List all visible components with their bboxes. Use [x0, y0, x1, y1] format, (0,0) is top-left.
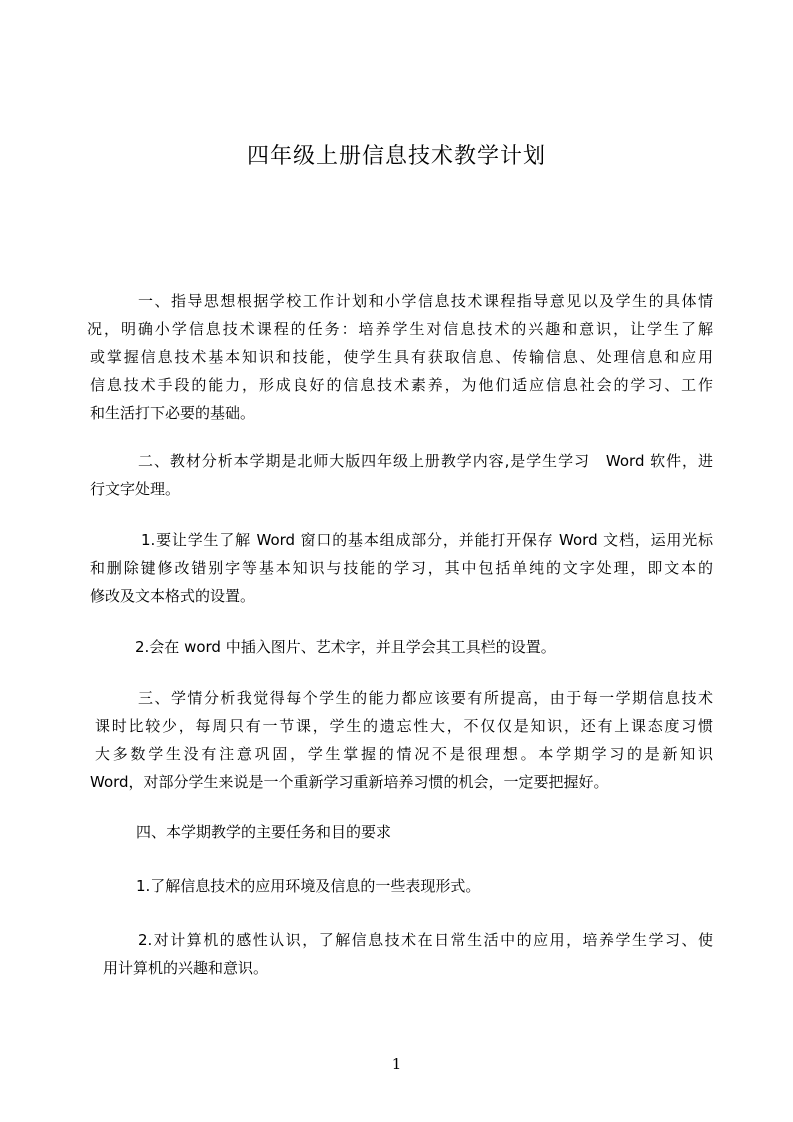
paragraph-guiding-ideology — [87, 287, 713, 427]
document-title: 四年级上册信息技术教学计划 — [246, 144, 546, 169]
paragraph-word-basics — [90, 526, 713, 610]
paragraph-line: 四、本学期教学的主要任务和目的要求 — [136, 823, 392, 841]
paragraph-line: 行文字处理。 — [90, 480, 181, 498]
paragraph-line: 2.对计算机的感性认识，了解信息技术在日常生活中的应用，培养学生学习、使 — [138, 931, 713, 949]
paragraph-textbook-analysis — [90, 447, 713, 503]
paragraph-line: 用计算机的兴趣和意识。 — [103, 959, 269, 977]
paragraph-line: 大多数学生没有注意巩固，学生掌握的情况不是很理想。本学期学习的是新知识 — [95, 745, 713, 763]
paragraph-line: 修改及文本格式的设置。 — [90, 587, 256, 605]
paragraph-line: 1.要让学生了解 Word 窗口的基本组成部分，并能打开保存 Word 文档，运用光标 — [141, 531, 713, 549]
paragraph-line: 况，明确小学信息技术课程的任务：培养学生对信息技术的兴趣和意识，让学生了解 — [87, 320, 713, 338]
paragraph-section-four-heading — [103, 818, 713, 846]
paragraph-line: 课时比较少，每周只有一节课，学生的遗忘性大，不仅仅是知识，还有上课态度习惯 — [95, 717, 713, 735]
paragraph-line: 或掌握信息技术基本知识和技能，使学生具有获取信息、传输信息、处理信息和应用 — [90, 348, 713, 366]
paragraph-student-analysis — [90, 684, 713, 796]
paragraph-line: 二、教材分析本学期是北师大版四年级上册教学内容,是学生学习 Word 软件，进 — [138, 452, 713, 470]
page-number: 1 — [391, 1055, 402, 1073]
paragraph-line: 和删除键修改错别字等基本知识与技能的学习，其中包括单纯的文字处理，即文本的 — [90, 559, 713, 577]
paragraph-line: 三、学情分析我觉得每个学生的能力都应该要有所提高，由于每一学期信息技术 — [138, 689, 713, 707]
paragraph-line: 1.了解信息技术的应用环境及信息的一些表现形式。 — [136, 877, 481, 895]
paragraph-goal-one — [103, 872, 713, 900]
paragraph-line: 信息技术手段的能力，形成良好的信息技术素养，为他们适应信息社会的学习、工作 — [90, 376, 713, 394]
paragraph-line: 一、指导思想根据学校工作计划和小学信息技术课程指导意见以及学生的具体情 — [138, 292, 713, 310]
paragraph-line: 2.会在 word 中插入图片、艺术字，并且学会其工具栏的设置。 — [135, 638, 556, 656]
paragraph-line: 和生活打下必要的基础。 — [90, 404, 256, 422]
paragraph-insert-images — [103, 633, 713, 661]
paragraph-goal-two — [103, 926, 713, 982]
paragraph-line: Word，对部分学生来说是一个重新学习重新培养习惯的机会，一定要把握好。 — [90, 773, 609, 791]
